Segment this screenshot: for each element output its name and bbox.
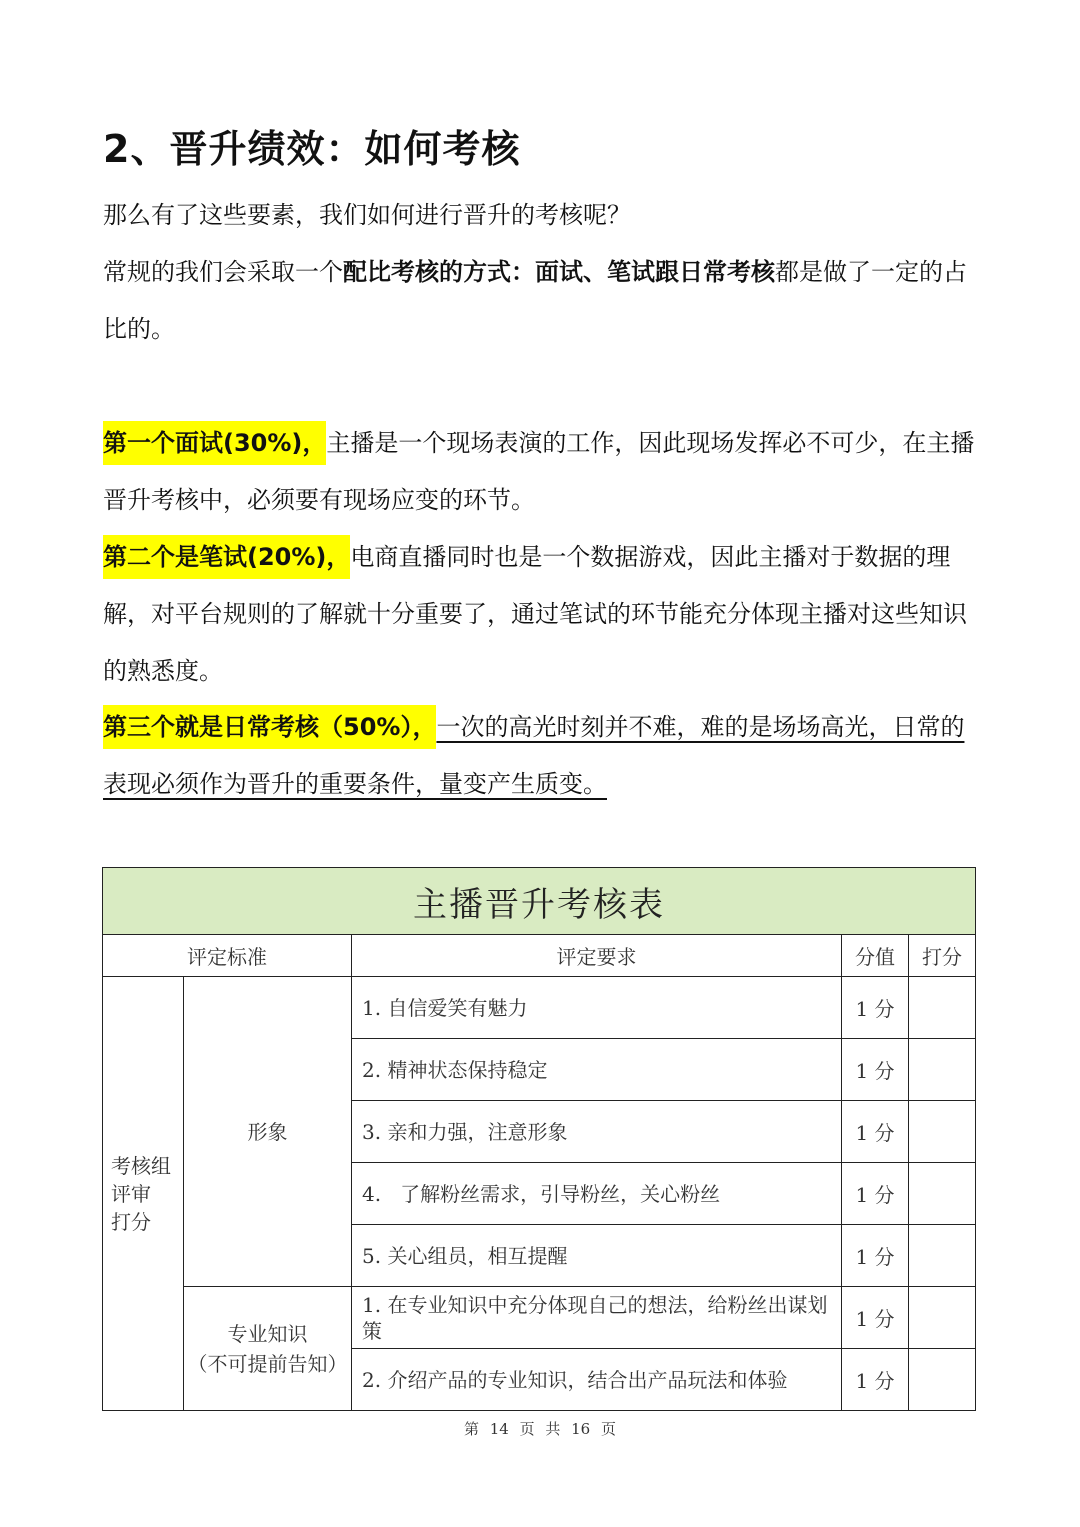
- intro-paragraph: [103, 187, 979, 358]
- table-row: [103, 1287, 976, 1349]
- rating-cell[interactable]: [909, 1039, 976, 1101]
- category-knowledge-line1: 专业知识: [227, 1321, 308, 1346]
- header-rating: 打分: [909, 935, 976, 977]
- score-cell: 1 分: [842, 1225, 909, 1287]
- table-title: 主播晋升考核表: [103, 868, 976, 935]
- requirement-cell: 2. 精神状态保持稳定: [352, 1039, 842, 1101]
- header-score: 分值: [842, 935, 909, 977]
- requirement-cell: 5. 关心组员，相互提醒: [352, 1225, 842, 1287]
- item-daily-assessment: [103, 699, 979, 813]
- item-written-test: [103, 529, 979, 700]
- intro-line-2-bold: 配比考核的方式：面试、笔试跟日常考核: [343, 258, 775, 286]
- assessment-table: [102, 867, 976, 1411]
- rating-cell[interactable]: [909, 977, 976, 1039]
- item-daily-label: 第三个就是日常考核（50%），: [103, 705, 436, 749]
- intro-line-2-pre: 常规的我们会采取一个: [103, 258, 343, 286]
- header-standard: 评定标准: [103, 935, 352, 977]
- score-cell: 1 分: [842, 1349, 909, 1411]
- item-written-label: 第二个是笔试(20%)，: [103, 535, 350, 579]
- category-image: 形象: [184, 977, 352, 1287]
- rating-cell[interactable]: [909, 1163, 976, 1225]
- rating-cell[interactable]: [909, 1225, 976, 1287]
- intro-line-1: 那么有了这些要素，我们如何进行晋升的考核呢？: [103, 201, 631, 229]
- category-knowledge: [184, 1287, 352, 1411]
- rating-cell[interactable]: [909, 1287, 976, 1349]
- section-heading: 2、晋升绩效：如何考核: [103, 127, 521, 171]
- requirement-cell: 1. 在专业知识中充分体现自己的想法，给粉丝出谋划策: [352, 1287, 842, 1349]
- score-cell: 1 分: [842, 977, 909, 1039]
- item-daily-text: 一次的高光时刻并不难，难的是场场高光，日常的表现必须作为晋升的重要条件，量变产生质变。: [103, 713, 965, 798]
- table-row: [103, 977, 976, 1039]
- score-cell: 1 分: [842, 1163, 909, 1225]
- group-label: 考核组评审 打分: [103, 977, 184, 1411]
- item-interview-text: 主播是一个现场表演的工作，因此现场发挥必不可少，在主播晋升考核中，必须要有现场应变的环节。: [103, 429, 975, 514]
- item-interview: [103, 415, 979, 529]
- rating-cell[interactable]: [909, 1101, 976, 1163]
- item-written-text: 电商直播同时也是一个数据游戏，因此主播对于数据的理解，对平台规则的了解就十分重要了，通过笔试的环节能充分体现主播对这些知识的熟悉度。: [103, 543, 967, 685]
- score-cell: 1 分: [842, 1039, 909, 1101]
- requirement-cell: 3. 亲和力强，注意形象: [352, 1101, 842, 1163]
- page-footer: 第 14 页 共 16 页: [463, 1420, 616, 1438]
- intro-line-2-post: 都是做了一定的占比的。: [103, 258, 967, 343]
- requirement-cell: 1. 自信爱笑有魅力: [352, 977, 842, 1039]
- score-cell: 1 分: [842, 1287, 909, 1349]
- rating-cell[interactable]: [909, 1349, 976, 1411]
- score-cell: 1 分: [842, 1101, 909, 1163]
- item-interview-label: 第一个面试(30%)，: [103, 421, 326, 465]
- requirement-cell: 4. 了解粉丝需求，引导粉丝，关心粉丝: [352, 1163, 842, 1225]
- category-knowledge-line2: （不可提前告知）: [187, 1351, 348, 1376]
- requirement-cell: 2. 介绍产品的专业知识，结合出产品玩法和体验: [352, 1349, 842, 1411]
- header-requirement: 评定要求: [352, 935, 842, 977]
